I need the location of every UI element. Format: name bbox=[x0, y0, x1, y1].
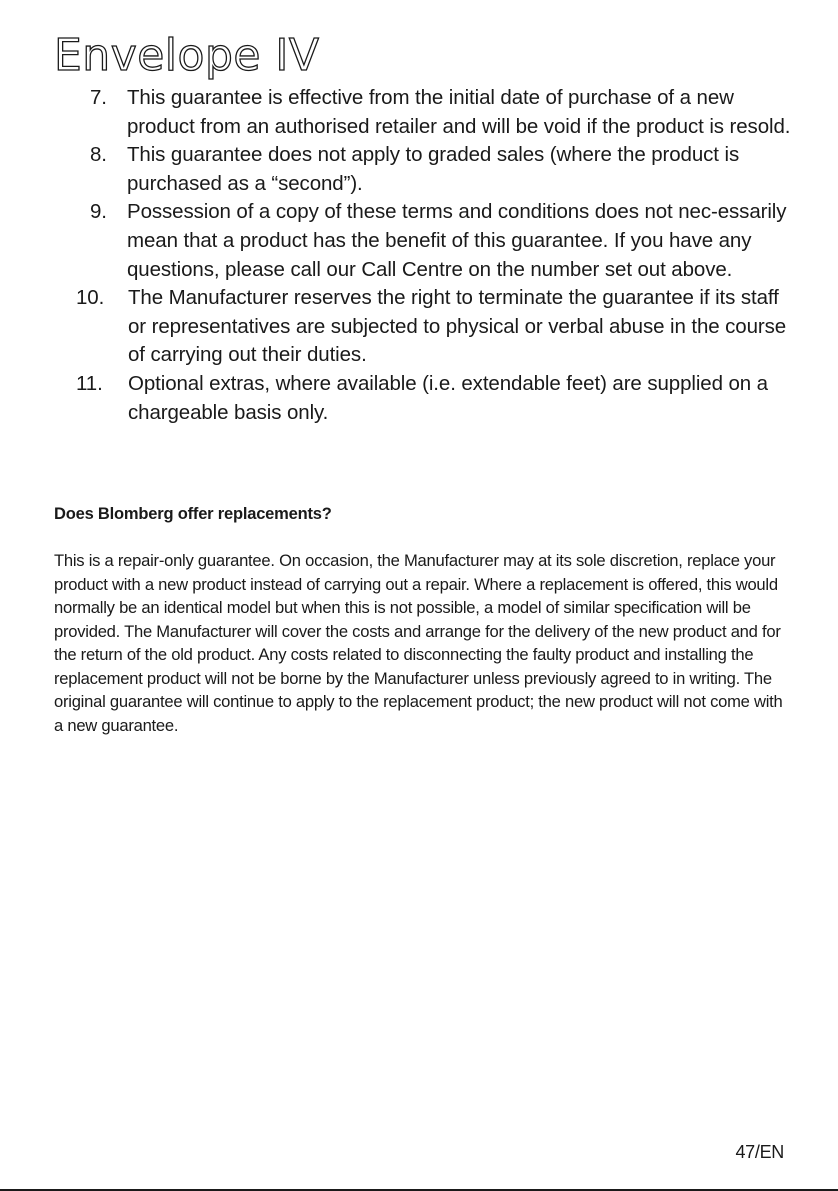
list-item bbox=[0, 84, 838, 141]
list-item-text: This guarantee does not apply to graded sales (where the product is purchased as a “second”). bbox=[127, 143, 740, 195]
list-item-number: 10. bbox=[76, 286, 105, 310]
list-item-number: 7. bbox=[90, 86, 107, 109]
list-item bbox=[0, 284, 838, 370]
list-item-text: The Manufacturer reserves the right to terminate the guarantee if its staff or representatives are subjected to physical or verbal abuse in the course of carrying out their duties. bbox=[128, 286, 787, 367]
list-item-number: 8. bbox=[90, 143, 107, 167]
list-item bbox=[0, 370, 838, 427]
list-item-text: This guarantee is effective from the initial date of purchase of a new product from an authorised retailer and will be void if the product is resold. bbox=[127, 86, 791, 138]
list-item bbox=[0, 141, 838, 198]
replacements-body: This is a repair-only guarantee. On occasion, the Manufacturer may at its sole discretion, replace your product with a new product instead of carrying out a repair. Where a replacement is offered, this would normally be an identical model but when this is not possible, a model of similar specification will be provided. The Manufacturer will cover the costs and arrange for the delivery of the new product and for the return of the old product. Any costs related to disconnecting the faulty product and installing the replacement product will not be borne by the Manufacturer unless previously agreed to in writing. The original guarantee will continue to apply to the replacement product; the new product will not come with a new guarantee. bbox=[54, 551, 783, 735]
list-item-text: Possession of a copy of these terms and conditions does not nec-essarily mean that a product has the benefit of this guarantee. If you have any questions, please call our Call Centre on the number set out above. bbox=[127, 200, 787, 281]
list-item-number: 11. bbox=[76, 371, 103, 395]
guarantee-terms-list bbox=[0, 84, 838, 427]
page-number: 47/EN bbox=[735, 1142, 784, 1162]
page-title: Envelope IV bbox=[54, 30, 320, 81]
list-item bbox=[0, 198, 838, 284]
list-item-number: 9. bbox=[90, 200, 107, 224]
replacements-heading: Does Blomberg offer replacements? bbox=[54, 505, 332, 523]
list-item-text: Optional extras, where available (i.e. extendable feet) are supplied on a chargeable basis only. bbox=[128, 371, 768, 424]
